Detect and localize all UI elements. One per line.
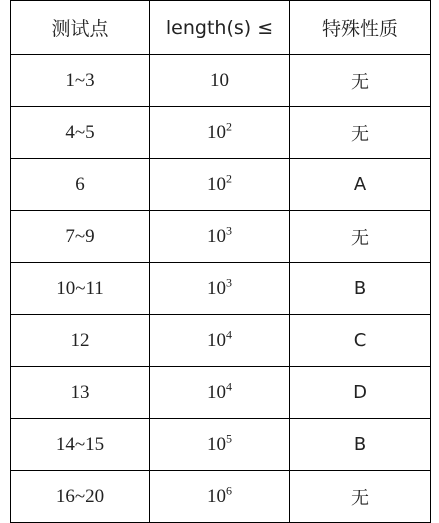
length-base: 10 bbox=[207, 225, 226, 247]
constraints-table bbox=[10, 0, 431, 523]
special-property-cell: B bbox=[290, 263, 431, 315]
length-base: 10 bbox=[207, 433, 226, 455]
length-exponent: 4 bbox=[226, 379, 232, 394]
test-case-cell: 14~15 bbox=[11, 419, 150, 471]
test-case-cell: 16~20 bbox=[11, 471, 150, 523]
length-limit-cell bbox=[150, 471, 290, 523]
test-case-cell: 4~5 bbox=[11, 107, 150, 159]
length-limit-cell bbox=[150, 159, 290, 211]
table-row bbox=[11, 159, 431, 211]
test-case-cell: 12 bbox=[11, 315, 150, 367]
length-base: 10 bbox=[207, 277, 226, 299]
test-case-cell: 6 bbox=[11, 159, 150, 211]
table-row bbox=[11, 367, 431, 419]
test-case-cell: 10~11 bbox=[11, 263, 150, 315]
length-limit-cell bbox=[150, 419, 290, 471]
length-limit-cell bbox=[150, 107, 290, 159]
test-case-cell: 1~3 bbox=[11, 55, 150, 107]
special-property-cell: 无 bbox=[290, 55, 431, 107]
special-property-cell: B bbox=[290, 419, 431, 471]
length-limit-cell bbox=[150, 55, 290, 107]
length-base: 10 bbox=[210, 69, 229, 91]
special-property-cell: A bbox=[290, 159, 431, 211]
length-limit-cell bbox=[150, 315, 290, 367]
header-test-case: 测试点 bbox=[11, 1, 150, 55]
special-property-cell: 无 bbox=[290, 211, 431, 263]
special-property-cell: C bbox=[290, 315, 431, 367]
length-limit-cell bbox=[150, 263, 290, 315]
special-property-cell: 无 bbox=[290, 471, 431, 523]
header-length-limit: length(s) ≤ bbox=[150, 1, 290, 55]
table-row bbox=[11, 263, 431, 315]
test-case-cell: 7~9 bbox=[11, 211, 150, 263]
length-limit-cell bbox=[150, 211, 290, 263]
table-row bbox=[11, 107, 431, 159]
table-row bbox=[11, 55, 431, 107]
table-row bbox=[11, 419, 431, 471]
table-row bbox=[11, 315, 431, 367]
table-row bbox=[11, 471, 431, 523]
table-row bbox=[11, 211, 431, 263]
length-exponent: 6 bbox=[226, 483, 232, 498]
length-base: 10 bbox=[207, 329, 226, 351]
header-special-property: 特殊性质 bbox=[290, 1, 431, 55]
length-limit-cell bbox=[150, 367, 290, 419]
header-row bbox=[11, 1, 431, 55]
length-base: 10 bbox=[207, 121, 226, 143]
length-base: 10 bbox=[207, 381, 226, 403]
length-exponent: 4 bbox=[226, 327, 232, 342]
length-base: 10 bbox=[207, 173, 226, 195]
length-exponent: 2 bbox=[226, 119, 232, 134]
special-property-cell: D bbox=[290, 367, 431, 419]
length-exponent: 3 bbox=[226, 275, 232, 290]
length-base: 10 bbox=[207, 485, 226, 507]
length-exponent: 5 bbox=[226, 431, 232, 446]
test-case-cell: 13 bbox=[11, 367, 150, 419]
length-exponent: 2 bbox=[226, 171, 232, 186]
constraints-table-container bbox=[10, 0, 430, 523]
length-exponent: 3 bbox=[226, 223, 232, 238]
special-property-cell: 无 bbox=[290, 107, 431, 159]
